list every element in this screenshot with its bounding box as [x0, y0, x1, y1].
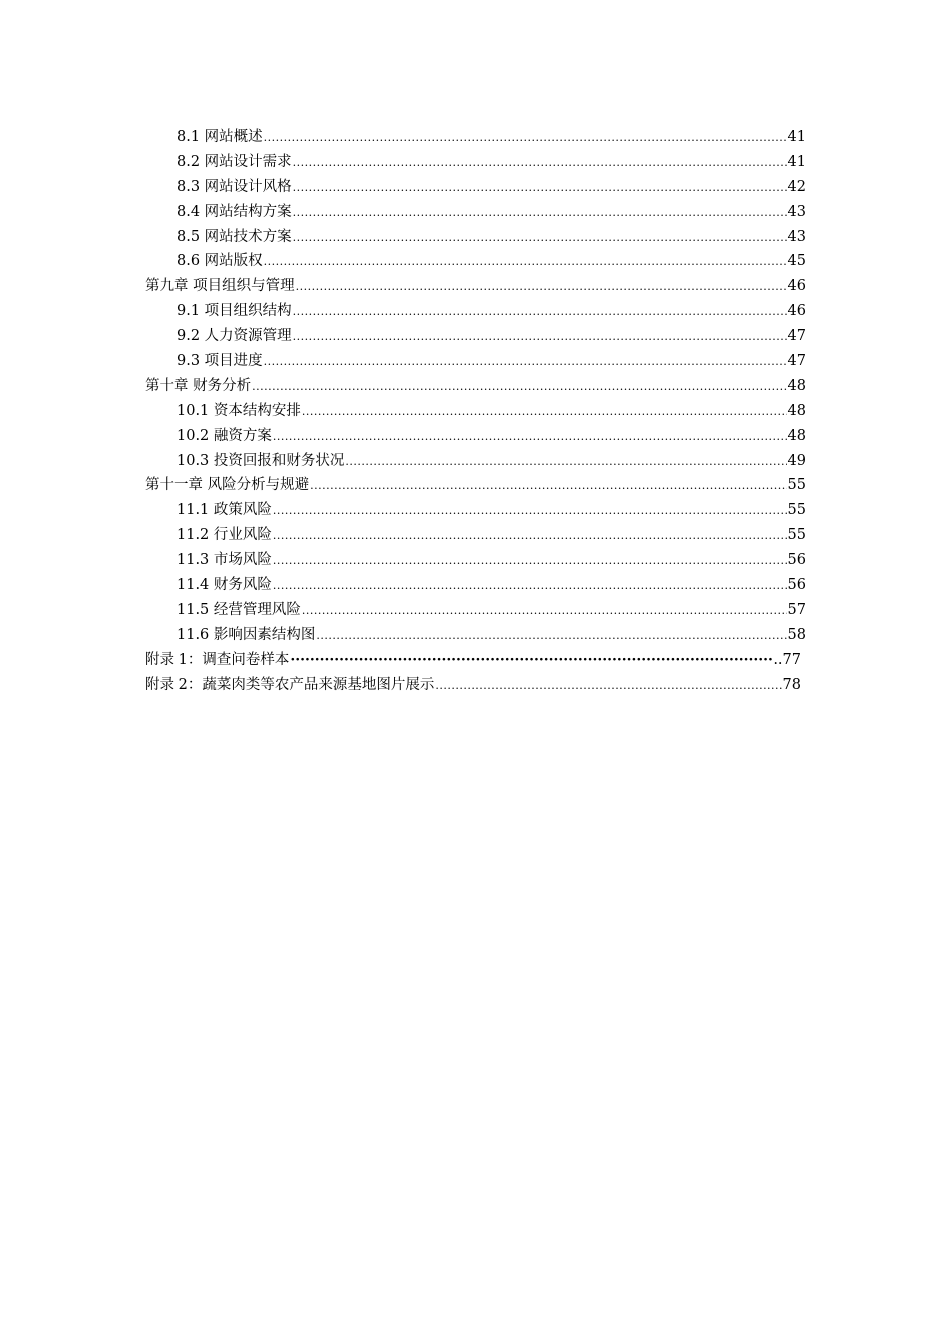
- toc-dot-leader: [345, 450, 786, 475]
- toc-entry-page: 78: [782, 676, 801, 693]
- toc-entry-page: 49: [787, 452, 806, 469]
- toc-dot-leader: [264, 250, 787, 275]
- toc-entry-title: 11.2 行业风险: [177, 527, 272, 544]
- toc-entry-page: 58: [787, 626, 806, 643]
- toc-entry-page: 41: [787, 129, 806, 145]
- toc-entry-title: 8.6 网站版权: [177, 253, 263, 270]
- toc-entry-title: 10.3 投资回报和财务状况: [177, 452, 345, 469]
- toc-dot-leader: [293, 300, 787, 325]
- toc-entry-title: 8.5 网站技术方案: [177, 228, 292, 245]
- toc-dot-leader: [273, 425, 787, 450]
- toc-dot-leader: [293, 325, 787, 350]
- toc-entry-title: 9.3 项目进度: [177, 353, 263, 370]
- toc-entry-9-3[interactable]: [145, 349, 806, 374]
- toc-dot-leader: [293, 151, 787, 176]
- toc-entry-title: 11.3 市场风险: [177, 552, 272, 569]
- toc-entry-title: 9.2 人力资源管理: [177, 328, 292, 345]
- toc-entry-page: 48: [787, 427, 806, 444]
- toc-dot-leader: [273, 499, 787, 524]
- toc-entry-title: 10.1 资本结构安排: [177, 402, 301, 419]
- toc-entry-title: 11.4 财务风险: [177, 577, 272, 594]
- toc-entry-title: 8.1 网站概述: [177, 129, 263, 145]
- toc-entry-8-4[interactable]: [145, 200, 806, 225]
- toc-entry-8-5[interactable]: [145, 225, 806, 250]
- toc-entry-11-2[interactable]: [145, 523, 806, 548]
- toc-entry-11-3[interactable]: [145, 548, 806, 573]
- toc-entry-title: 9.1 项目组织结构: [177, 303, 292, 320]
- toc-entry-page: 43: [787, 228, 806, 245]
- toc-dot-leader: [293, 226, 787, 251]
- toc-entry-page: ..77: [773, 651, 801, 668]
- toc-dot-leader: [293, 176, 787, 201]
- toc-entry-page: 56: [787, 552, 806, 569]
- toc-entry-11-1[interactable]: [145, 498, 806, 523]
- toc-entry-title: 8.2 网站设计需求: [177, 153, 292, 170]
- toc-entry-page: 57: [787, 601, 806, 618]
- toc-entry-title: 第十章 财务分析: [145, 377, 252, 394]
- toc-entry-chapter-10[interactable]: [145, 374, 806, 399]
- toc-entry-chapter-9[interactable]: [145, 274, 806, 299]
- table-of-contents: [145, 125, 806, 697]
- toc-entry-page: 55: [787, 477, 806, 494]
- toc-entry-chapter-11[interactable]: [145, 473, 806, 498]
- toc-dot-leader: [302, 400, 787, 425]
- toc-entry-page: 48: [787, 402, 806, 419]
- toc-entry-11-6[interactable]: [145, 623, 806, 648]
- toc-dot-leader: [273, 574, 787, 599]
- toc-entry-page: 46: [787, 278, 806, 295]
- toc-entry-10-3[interactable]: [145, 449, 806, 474]
- toc-entry-11-4[interactable]: [145, 573, 806, 598]
- toc-entry-10-1[interactable]: [145, 399, 806, 424]
- toc-entry-page: 43: [787, 203, 806, 220]
- toc-entry-9-2[interactable]: [145, 324, 806, 349]
- toc-dot-leader: [293, 201, 787, 226]
- toc-entry-page: 55: [787, 502, 806, 519]
- toc-dot-leader: [296, 275, 787, 300]
- toc-dot-leader: [290, 648, 772, 673]
- toc-entry-title: 附录 2：蔬菜肉类等农产品来源基地图片展示: [145, 676, 435, 693]
- toc-entry-8-1[interactable]: [145, 125, 806, 150]
- toc-entry-title: 附录 1：调查问卷样本: [145, 651, 290, 668]
- toc-entry-page: 46: [787, 303, 806, 320]
- toc-dot-leader: [273, 524, 787, 549]
- toc-dot-leader: [310, 474, 786, 499]
- toc-entry-8-6[interactable]: [145, 249, 806, 274]
- toc-entry-title: 第九章 项目组织与管理: [145, 278, 295, 295]
- toc-entry-page: 42: [787, 178, 806, 195]
- toc-dot-leader: [435, 674, 781, 699]
- toc-entry-title: 11.5 经营管理风险: [177, 601, 301, 618]
- toc-entry-appendix-1[interactable]: [145, 648, 801, 673]
- toc-entry-page: 41: [787, 153, 806, 170]
- toc-entry-title: 8.3 网站设计风格: [177, 178, 292, 195]
- toc-entry-11-5[interactable]: [145, 598, 806, 623]
- toc-entry-page: 48: [787, 377, 806, 394]
- toc-entry-page: 47: [787, 353, 806, 370]
- toc-entry-page: 56: [787, 577, 806, 594]
- toc-dot-leader: [273, 549, 787, 574]
- toc-entry-title: 10.2 融资方案: [177, 427, 272, 444]
- toc-entry-10-2[interactable]: [145, 424, 806, 449]
- toc-entry-title: 11.1 政策风险: [177, 502, 272, 519]
- toc-entry-title: 8.4 网站结构方案: [177, 203, 292, 220]
- toc-entry-9-1[interactable]: [145, 299, 806, 324]
- toc-entry-title: 11.6 影响因素结构图: [177, 626, 316, 643]
- toc-dot-leader: [252, 375, 786, 400]
- toc-entry-page: 45: [787, 253, 806, 270]
- toc-dot-leader: [316, 624, 786, 649]
- toc-entry-8-2[interactable]: [145, 150, 806, 175]
- toc-entry-page: 47: [787, 328, 806, 345]
- toc-entry-appendix-2[interactable]: [145, 673, 801, 698]
- toc-dot-leader: [264, 350, 787, 375]
- toc-entry-8-3[interactable]: [145, 175, 806, 200]
- toc-dot-leader: [264, 126, 787, 151]
- toc-dot-leader: [302, 599, 787, 624]
- toc-entry-title: 第十一章 风险分析与规避: [145, 477, 310, 494]
- toc-entry-page: 55: [787, 527, 806, 544]
